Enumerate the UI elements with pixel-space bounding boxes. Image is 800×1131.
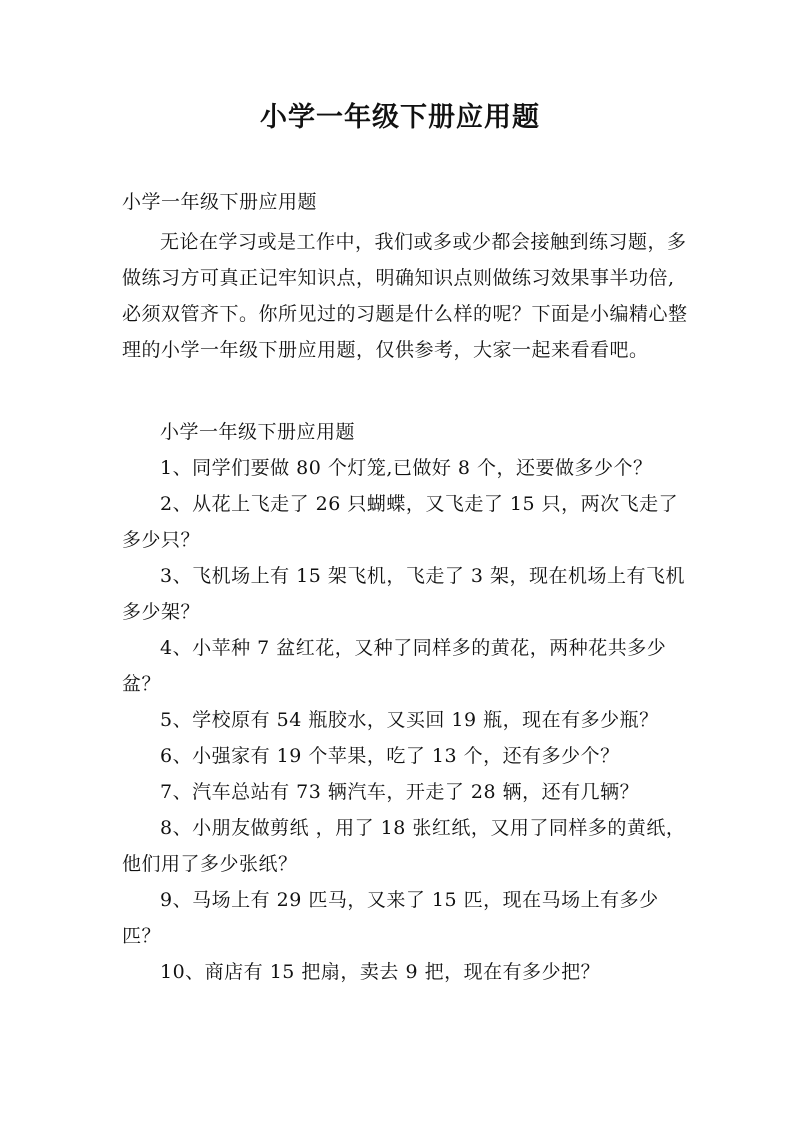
intro-section	[122, 224, 692, 368]
question-item: 5、学校原有 54 瓶胶水，又买回 19 瓶，现在有多少瓶？	[160, 709, 659, 731]
question-item: 9、马场上有 29 匹马，又来了 15 匹，现在马场上有多少匹？	[122, 889, 659, 947]
question-item: 2、从花上飞走了 26 只蝴蝶，又飞走了 15 只，两次飞走了多少只？	[122, 493, 679, 551]
question-list	[122, 414, 692, 990]
question-item: 3、飞机场上有 15 架飞机，飞走了 3 架，现在机场上有飞机多少架？	[122, 565, 686, 623]
question-item: 7、汽车总站有 73 辆汽车，开走了 28 辆，还有几辆？	[160, 781, 640, 803]
question-item: 1、同学们要做 80 个灯笼,已做好 8 个，还要做多少个？	[160, 457, 653, 479]
intro-paragraph: 无论在学习或是工作中，我们或多或少都会接触到练习题，多做练习方可真正记牢知识点，明确知识点则做练习效果事半功倍,必须双管齐下。你所见过的习题是什么样的呢？下面是小编精心整理的小学一年级下册应用题，仅供参考，大家一起来看看吧。	[122, 231, 688, 361]
document-title: 小学一年级下册应用题	[260, 102, 540, 133]
document-subtitle: 小学一年级下册应用题	[122, 191, 318, 213]
question-item: 4、小苹种 7 盆红花，又种了同样多的黄花，两种花共多少盆？	[122, 637, 667, 695]
question-item: 6、小强家有 19 个苹果，吃了 13 个，还有多少个？	[160, 745, 620, 767]
question-item: 10、商店有 15 把扇，卖去 9 把，现在有多少把？	[160, 961, 601, 983]
section-heading: 小学一年级下册应用题	[160, 421, 356, 443]
question-item: 8、小朋友做剪纸 ，用了 18 张红纸，又用了同样多的黄纸，他们用了多少张纸？	[122, 817, 686, 875]
